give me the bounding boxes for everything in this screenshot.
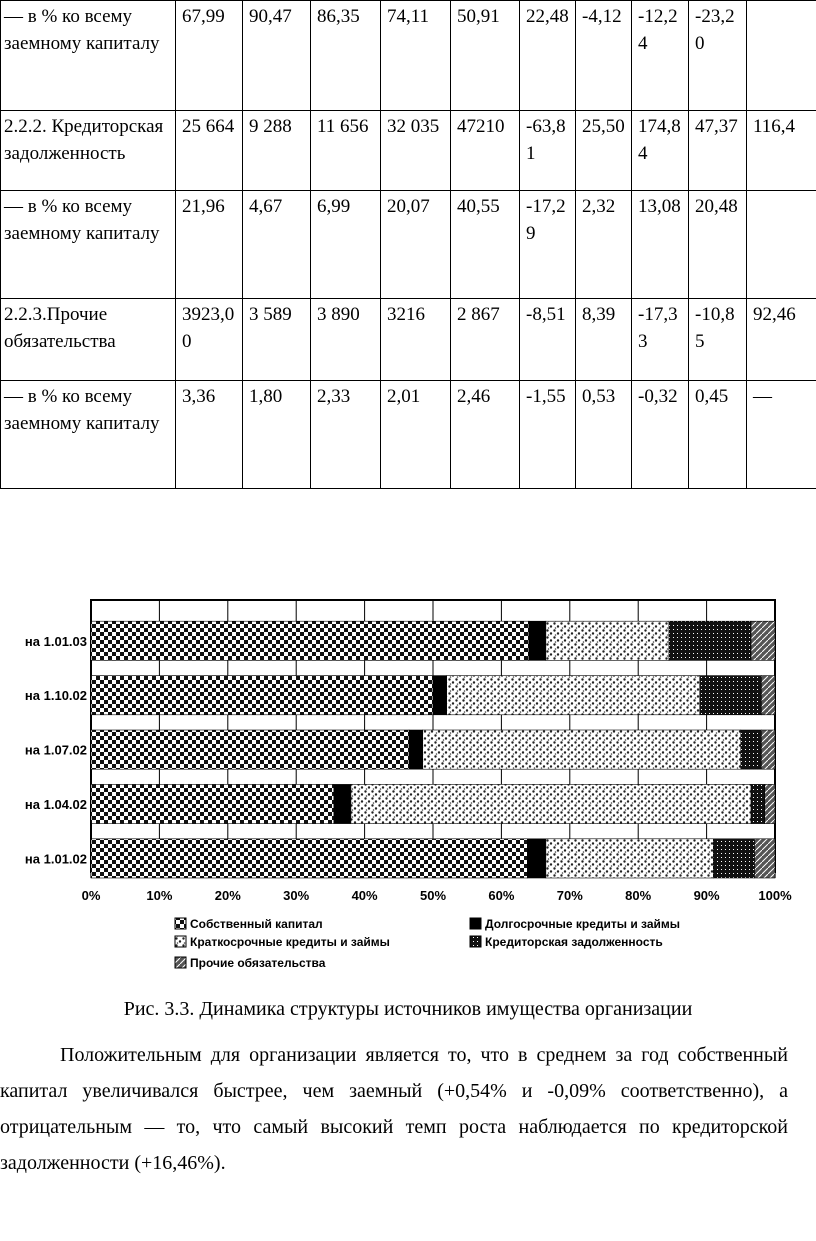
x-tick-label: 20% [214, 888, 241, 903]
bar-segment [713, 839, 754, 878]
table-row [1, 191, 816, 299]
table-cell: 11 656 [311, 111, 381, 191]
table-cell: 0,53 [576, 381, 632, 489]
bar-segment [751, 784, 765, 823]
legend-label: Прочие обязательства [190, 956, 326, 970]
bar-segment [91, 621, 529, 660]
bar-segment [700, 676, 762, 715]
figure-caption: Рис. 3.3. Динамика структуры источников имущества организации [123, 998, 693, 1020]
x-tick-label: 90% [693, 888, 720, 903]
table-cell: 2,32 [576, 191, 632, 299]
table-cell: -8,51 [520, 299, 576, 381]
table-cell: 2,46 [451, 381, 520, 489]
table-row [1, 299, 816, 381]
table-cell: 9 288 [243, 111, 311, 191]
table-cell: — [747, 381, 816, 489]
table-cell: -17,33 [632, 299, 689, 381]
table-row [1, 111, 816, 191]
bar-segment [765, 784, 775, 823]
legend-label: Кредиторская задолженность [485, 935, 663, 949]
x-tick-label: 30% [283, 888, 310, 903]
bar-segment [761, 730, 775, 769]
bar-segment [546, 839, 714, 878]
x-tick-label: 80% [625, 888, 652, 903]
table-cell: 3,36 [176, 381, 243, 489]
table-cell [747, 191, 816, 299]
table-row [1, 1, 816, 111]
bar-segment [91, 839, 527, 878]
bar-segment [409, 730, 423, 769]
structure-chart [0, 580, 816, 980]
table-cell: -17,29 [520, 191, 576, 299]
table-cell: 2,01 [381, 381, 451, 489]
bar-segment [91, 730, 409, 769]
table-cell: 50,91 [451, 1, 520, 111]
table-cell: -10,85 [689, 299, 747, 381]
category-label: на 1.01.02 [24, 851, 87, 867]
bar-segment [529, 621, 546, 660]
bar-segment [751, 621, 775, 660]
category-label: на 1.04.02 [24, 797, 87, 812]
x-tick-label: 0% [81, 888, 101, 903]
table-cell: 4,67 [243, 191, 311, 299]
category-label: на 1.10.02 [24, 688, 87, 704]
bar-segment [546, 621, 669, 660]
table-cell: 1,80 [243, 381, 311, 489]
table-cell: 8,39 [576, 299, 632, 381]
row-label: — в % ко всему заемному капиталу [1, 1, 176, 111]
x-tick-label: 40% [351, 888, 378, 903]
legend-swatch [175, 936, 186, 947]
x-tick-label: 60% [488, 888, 515, 903]
table-cell: 47,37 [689, 111, 747, 191]
x-tick-label: 50% [419, 888, 447, 903]
table-cell: 74,11 [381, 1, 451, 111]
legend-label: Собственный капитал [190, 917, 323, 931]
table-cell: 116,4 [747, 111, 816, 191]
row-label: 2.2.2. Кредиторская задолженность [1, 111, 176, 191]
table-cell: 67,99 [176, 1, 243, 111]
bar-segment [447, 676, 700, 715]
category-label: на 1.07.02 [24, 742, 87, 758]
table-cell: -63,81 [520, 111, 576, 191]
bar-segment [351, 784, 751, 823]
bar-segment [433, 676, 447, 715]
table-cell: -23,20 [689, 1, 747, 111]
table-cell: 20,48 [689, 191, 747, 299]
table-cell: 13,08 [632, 191, 689, 299]
x-tick-label: 70% [556, 888, 583, 903]
table-cell: 2,33 [311, 381, 381, 489]
legend-swatch [470, 918, 481, 929]
table-row [1, 381, 816, 489]
table-cell: 3 589 [243, 299, 311, 381]
table-cell: 47210 [451, 111, 520, 191]
table-cell: 32 035 [381, 111, 451, 191]
table-cell: -0,32 [632, 381, 689, 489]
bar-segment [741, 730, 762, 769]
row-label: — в % ко всему заемному капиталу [1, 191, 176, 299]
table-cell: 2 867 [451, 299, 520, 381]
table-cell: 25 664 [176, 111, 243, 191]
table-cell: 90,47 [243, 1, 311, 111]
table-cell: 20,07 [381, 191, 451, 299]
legend-label: Краткосрочные кредиты и займы [190, 935, 390, 949]
bar-segment [761, 676, 775, 715]
bar-segment [91, 784, 334, 823]
table-cell: 21,96 [176, 191, 243, 299]
legend-swatch [175, 957, 186, 968]
row-label: — в % ко всему заемному капиталу [1, 381, 176, 489]
table-cell: -1,55 [520, 381, 576, 489]
legend-label: Долгосрочные кредиты и займы [485, 917, 681, 931]
table-cell: -4,12 [576, 1, 632, 111]
legend-swatch [175, 918, 186, 929]
table-cell: 40,55 [451, 191, 520, 299]
x-tick-label: 10% [146, 888, 173, 903]
table-cell: 3923,00 [176, 299, 243, 381]
row-label: 2.2.3.Прочие обязательства [1, 299, 176, 381]
bar-segment [754, 839, 775, 878]
table-cell: -12,24 [632, 1, 689, 111]
bar-segment [423, 730, 741, 769]
table-cell: 3216 [381, 299, 451, 381]
bar-segment [334, 784, 351, 823]
table-cell: 92,46 [747, 299, 816, 381]
table-cell: 86,35 [311, 1, 381, 111]
table-cell: 0,45 [689, 381, 747, 489]
table-cell: 3 890 [311, 299, 381, 381]
financial-table [0, 0, 816, 489]
bar-segment [527, 839, 545, 878]
bar-segment [91, 676, 433, 715]
category-label: на 1.01.03 [24, 633, 87, 649]
table-cell: 6,99 [311, 191, 381, 299]
body-paragraph: Положительным для организации является то, что в среднем за год собственный капитал увеличивался быстрее, чем заемный (+0,54% и -0,09% соответственно), а отрицательным — то, что самый высокий темп роста наблюдается по кредиторской задолженности (+16,46%). [0, 1044, 788, 1174]
x-tick-label: 100% [758, 888, 792, 903]
table-cell: 174,84 [632, 111, 689, 191]
legend-swatch [470, 936, 481, 947]
table-cell [747, 1, 816, 111]
table-cell: 22,48 [520, 1, 576, 111]
bar-segment [669, 621, 751, 660]
table-cell: 25,50 [576, 111, 632, 191]
